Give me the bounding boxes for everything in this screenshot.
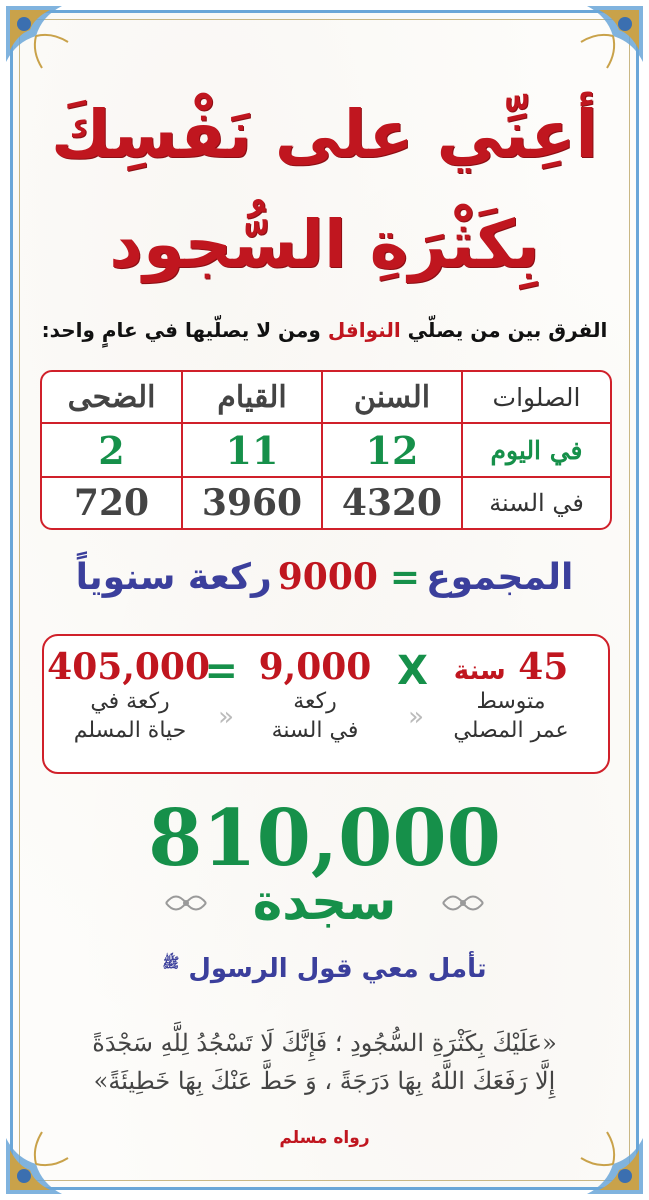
table-cell: 3960 [182,477,322,528]
table-cell: 2 [42,423,182,477]
inner-border [19,19,630,1181]
title-line-2: بِكَثْرَةِ السُّجود [109,206,540,283]
result-line-2: حياة المسلم [73,717,187,743]
years-unit: سنة [453,656,506,686]
hadith-line-1: «عَلَيْكَ بِكَثْرَةِ السُّجُودِ ؛ فَإِنَّكَ لَا تَسْجُدُ لِلَّهِ سَجْدَةً [92,1029,557,1057]
arrow-icon: « [218,702,234,732]
subtitle-accent: النوافل [327,318,401,342]
sajda-label: سجدة [252,873,397,931]
equals-sign: = [204,648,238,694]
table-row-header [42,372,610,423]
total-value: 9000 [277,556,378,598]
reflect-line [0,954,649,984]
page-frame [10,10,639,1190]
result-value: 405,000 [47,646,210,688]
total-suffix: ركعة سنوياً [75,557,272,598]
narrator: رواه مسلم [279,1128,370,1148]
table-cell: في اليوم [462,423,610,477]
table-cell: الصلوات [462,372,610,423]
prayers-table [40,370,612,530]
floral-ornament-icon [162,886,210,920]
table-row-day [42,423,610,477]
table-cell: 12 [322,423,462,477]
table-cell: 720 [73,482,150,524]
rakah-line-1: ركعة [293,689,337,714]
years-line-2: عمر المصلي [453,717,569,743]
arrow-icon: « [408,702,424,732]
multiply-sign: X [397,648,428,694]
corner-ornament-icon [2,2,80,80]
pbuh-glyph: ﷺ [162,955,180,972]
reflect-text: تأمل معي قول الرسول [188,954,487,984]
subtitle-after: ومن لا يصلّيها في عامٍ واحد: [41,318,328,342]
total-equals: = [389,557,421,598]
corner-ornament-icon [569,2,647,80]
table-row-year [42,477,610,528]
years-value: 45 [518,646,569,688]
rakah-column [230,636,400,772]
table-cell: الضحى [42,372,182,423]
table-cell: القيام [182,372,322,423]
grand-total: 810,000 [148,793,501,884]
result-line-1: ركعة في [90,689,170,714]
table-cell: السنن [322,372,462,423]
hadith-line-2: إِلَّا رَفَعَكَ اللَّهُ بِهَا دَرَجَةً ، وَ حَطَّ عَنْكَ بِهَا خَطِيئَةً» [93,1067,556,1096]
rakah-line-2: في السنة [271,717,359,743]
hadith-text [40,1024,609,1101]
years-line-1: متوسط [476,689,546,714]
total-line [0,556,649,598]
title-line-1: أعِنِّي على نَفْسِكَ [50,96,599,173]
sajda-row [0,872,649,942]
result-column [47,636,210,772]
table-cell: 11 [182,423,322,477]
table-cell: في السنة [462,477,610,528]
table-cell: 4320 [322,477,462,528]
total-label: المجموع [426,557,574,598]
calculation-box [42,634,610,774]
subtitle-before: الفرق بين من يصلّي [400,318,608,342]
years-column [426,636,596,772]
rakah-value: 9,000 [258,646,372,688]
subtitle [40,318,609,342]
